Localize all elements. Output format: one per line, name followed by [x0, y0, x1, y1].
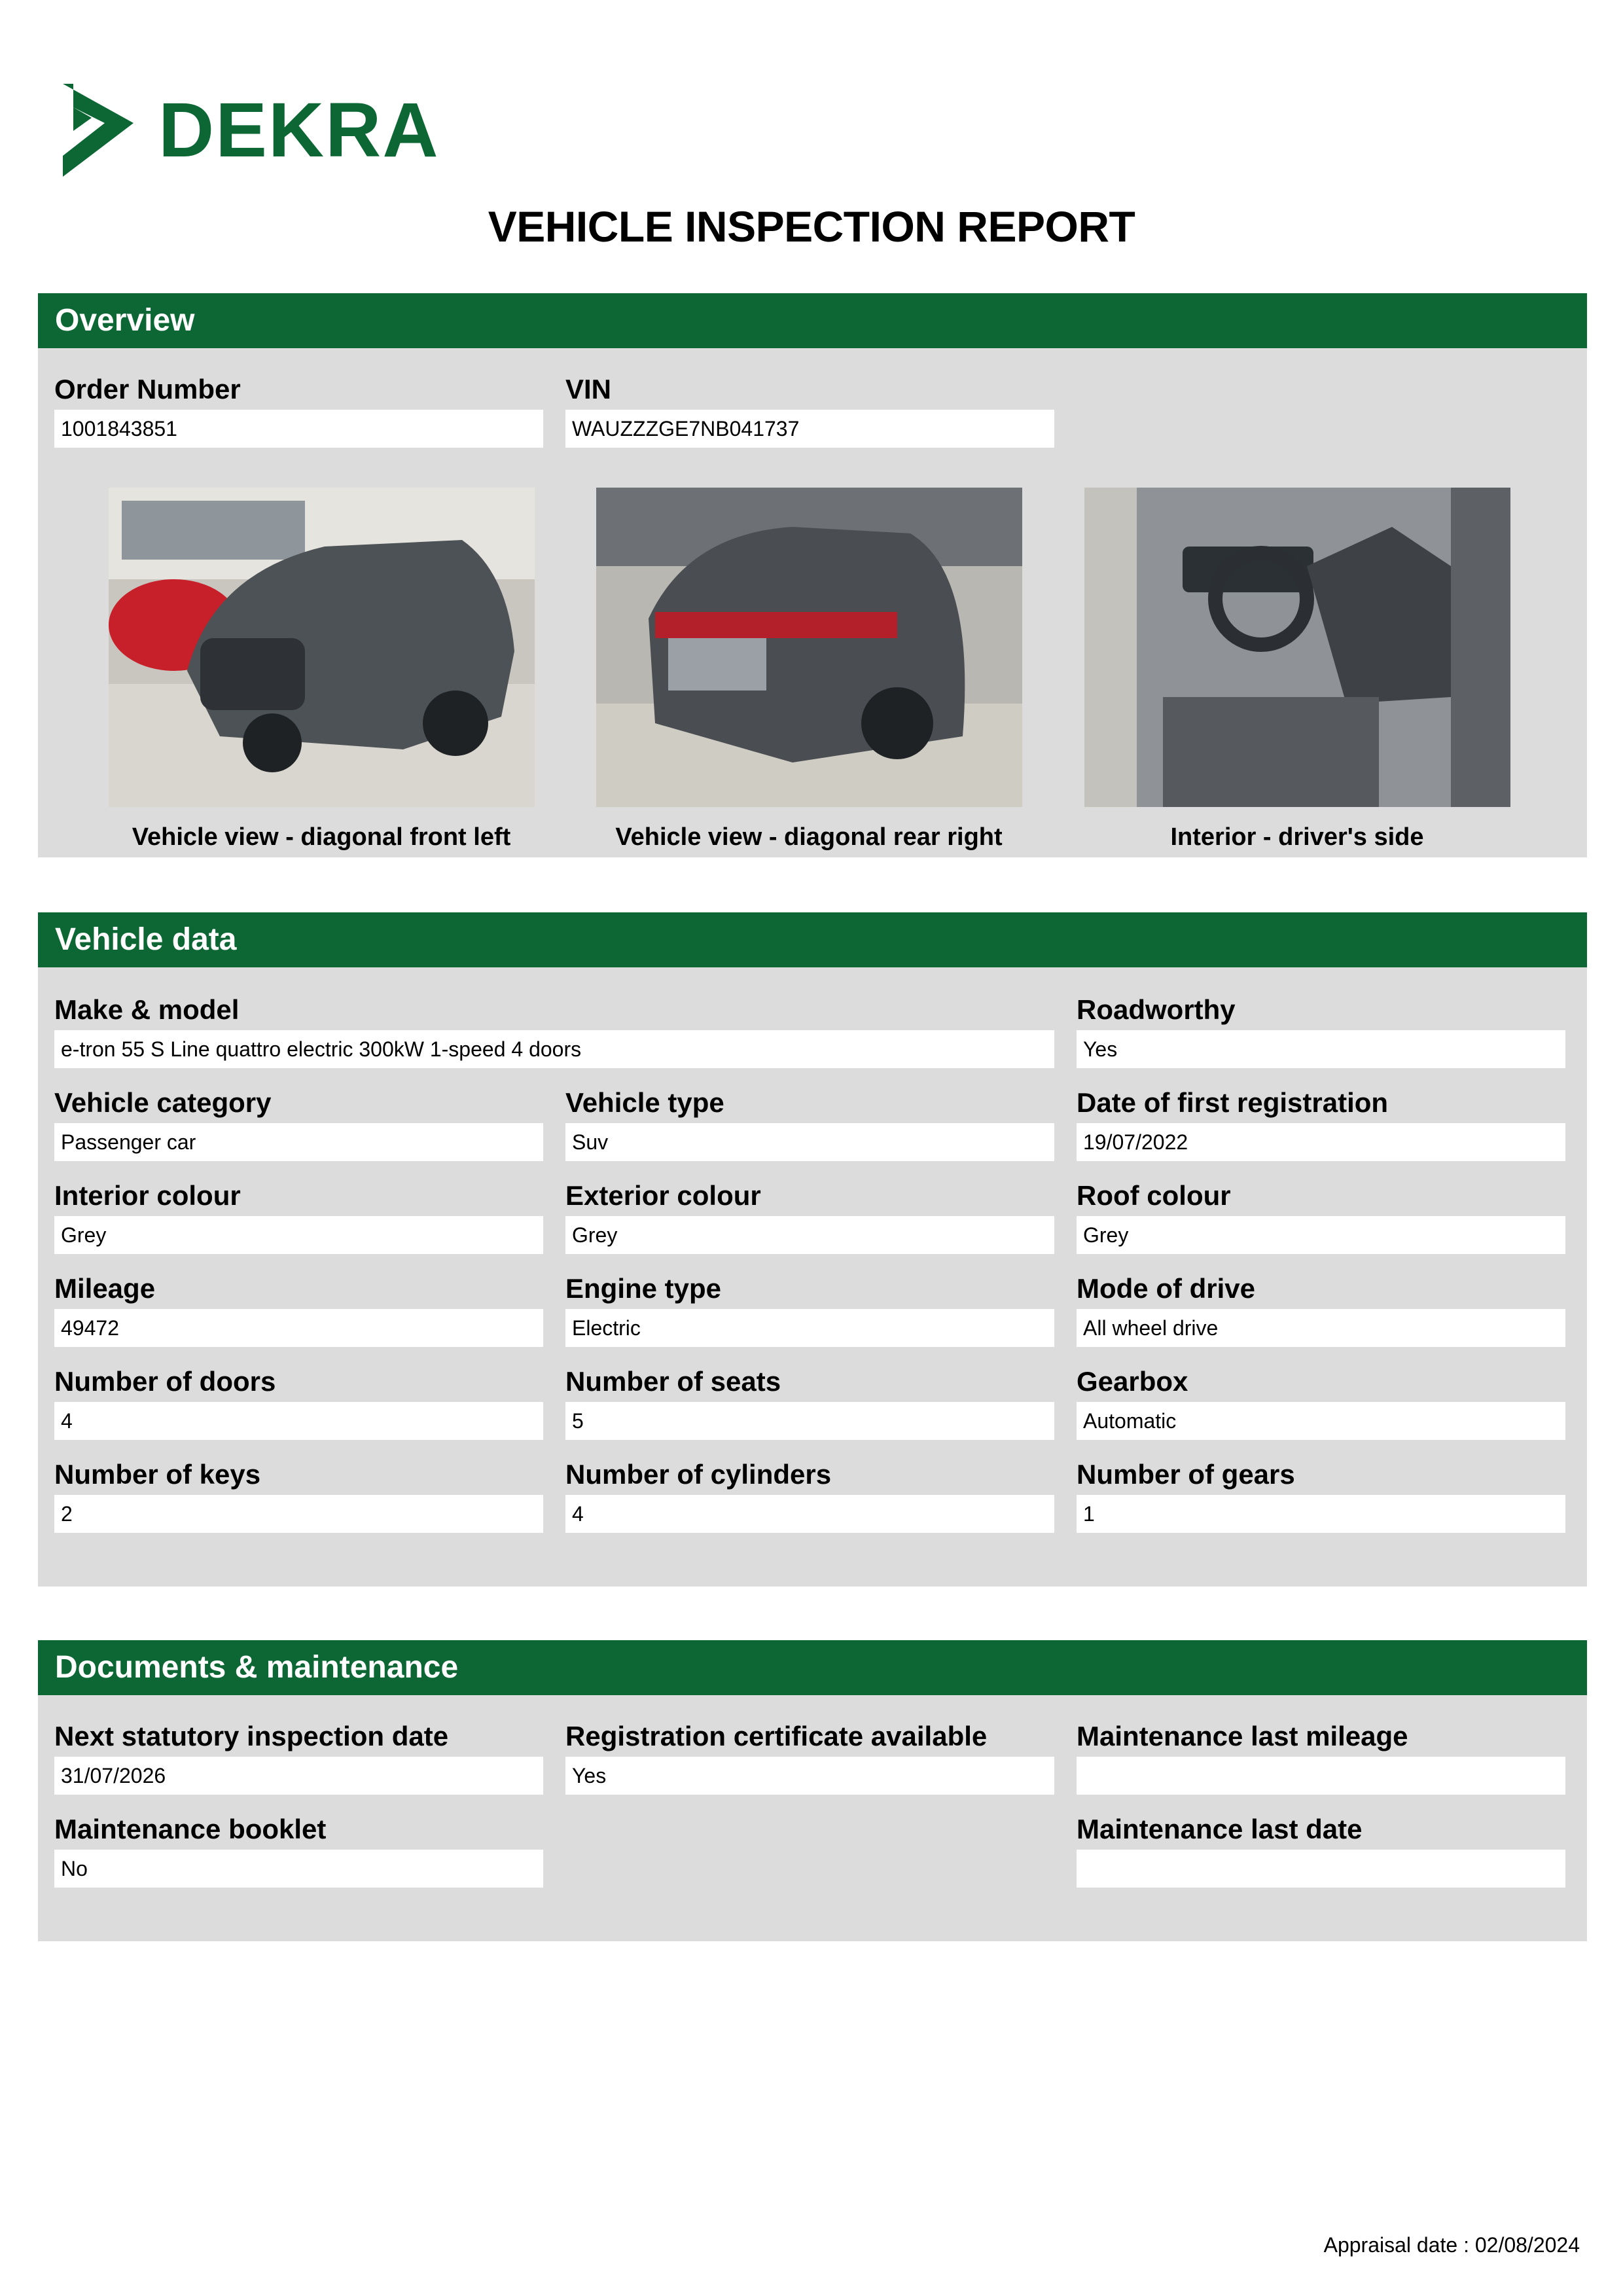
vehicle-type-label: Vehicle type	[565, 1087, 724, 1118]
overview-header: Overview	[38, 293, 1587, 348]
keys-field	[54, 1458, 543, 1533]
gearbox-value: Automatic	[1077, 1402, 1565, 1440]
mode-of-drive-label: Mode of drive	[1077, 1273, 1256, 1304]
engine-type-label: Engine type	[565, 1273, 722, 1304]
roof-colour-label: Roof colour	[1077, 1180, 1231, 1211]
roadworthy-value: Yes	[1077, 1030, 1565, 1068]
dekra-logo-icon	[60, 84, 134, 177]
keys-value: 2	[54, 1495, 543, 1533]
exterior-colour-label: Exterior colour	[565, 1180, 761, 1211]
appraisal-date: Appraisal date : 02/08/2024	[1323, 2233, 1580, 2257]
maintenance-last-date-label: Maintenance last date	[1077, 1814, 1363, 1844]
maintenance-last-mileage-value	[1077, 1757, 1565, 1795]
seats-value: 5	[565, 1402, 1054, 1440]
mileage-field	[54, 1272, 543, 1347]
interior-colour-label: Interior colour	[54, 1180, 241, 1211]
maintenance-last-date-value	[1077, 1850, 1565, 1888]
mode-of-drive-field	[1077, 1272, 1565, 1347]
exterior-colour-value: Grey	[565, 1216, 1054, 1254]
cylinders-value: 4	[565, 1495, 1054, 1533]
order-number-field	[54, 373, 543, 448]
cylinders-field	[565, 1458, 1054, 1533]
vehicle-data-section	[38, 912, 1587, 1587]
make-model-label: Make & model	[54, 994, 240, 1025]
cylinders-label: Number of cylinders	[565, 1459, 832, 1490]
maintenance-last-date-field	[1077, 1813, 1565, 1888]
seats-label: Number of seats	[565, 1366, 781, 1397]
gears-value: 1	[1077, 1495, 1565, 1533]
maintenance-booklet-field	[54, 1813, 543, 1888]
mode-of-drive-value: All wheel drive	[1077, 1309, 1565, 1347]
photo-caption-interior: Interior - driver's side	[1170, 823, 1424, 851]
photo-caption-front-left: Vehicle view - diagonal front left	[132, 823, 511, 851]
seats-field	[565, 1365, 1054, 1440]
gearbox-field	[1077, 1365, 1565, 1440]
roadworthy-field	[1077, 994, 1565, 1068]
vehicle-category-value: Passenger car	[54, 1123, 543, 1161]
vehicle-category-label: Vehicle category	[54, 1087, 272, 1118]
vehicle-photo-interior[interactable]	[1084, 488, 1510, 807]
first-registration-value: 19/07/2022	[1077, 1123, 1565, 1161]
roadworthy-label: Roadworthy	[1077, 994, 1236, 1025]
vehicle-type-field	[565, 1086, 1054, 1161]
mileage-value: 49472	[54, 1309, 543, 1347]
photo-caption-rear-right: Vehicle view - diagonal rear right	[615, 823, 1003, 851]
vehicle-type-value: Suv	[565, 1123, 1054, 1161]
interior-colour-value: Grey	[54, 1216, 543, 1254]
registration-certificate-label: Registration certificate available	[565, 1721, 988, 1751]
maintenance-last-mileage-field	[1077, 1720, 1565, 1795]
maintenance-booklet-label: Maintenance booklet	[54, 1814, 327, 1844]
dekra-logo	[60, 84, 440, 177]
brand-name: DEKRA	[158, 87, 440, 173]
report-title: VEHICLE INSPECTION REPORT	[488, 202, 1135, 251]
maintenance-last-mileage-label: Maintenance last mileage	[1077, 1721, 1408, 1751]
roof-colour-field	[1077, 1179, 1565, 1254]
vehicle-photo-rear-right[interactable]	[596, 488, 1022, 807]
make-model-field	[54, 994, 1054, 1068]
registration-certificate-value: Yes	[565, 1757, 1054, 1795]
mileage-label: Mileage	[54, 1273, 156, 1304]
interior-colour-field	[54, 1179, 543, 1254]
vehicle-category-field	[54, 1086, 543, 1161]
gears-label: Number of gears	[1077, 1459, 1295, 1490]
engine-type-field	[565, 1272, 1054, 1347]
maintenance-booklet-value: No	[54, 1850, 543, 1888]
doors-field	[54, 1365, 543, 1440]
exterior-colour-field	[565, 1179, 1054, 1254]
doors-label: Number of doors	[54, 1366, 276, 1397]
documents-section	[38, 1640, 1587, 1941]
first-registration-field	[1077, 1086, 1565, 1161]
keys-label: Number of keys	[54, 1459, 261, 1490]
next-inspection-label: Next statutory inspection date	[54, 1721, 449, 1751]
gears-field	[1077, 1458, 1565, 1533]
registration-certificate-field	[565, 1720, 1054, 1795]
order-number-value: 1001843851	[54, 410, 543, 448]
order-number-label: Order Number	[54, 374, 241, 404]
next-inspection-value: 31/07/2026	[54, 1757, 543, 1795]
first-registration-label: Date of first registration	[1077, 1087, 1389, 1118]
vin-field	[565, 373, 1054, 448]
overview-section	[38, 293, 1587, 857]
documents-header: Documents & maintenance	[38, 1640, 1587, 1695]
vin-label: VIN	[565, 374, 612, 404]
vin-value: WAUZZZGE7NB041737	[565, 410, 1054, 448]
engine-type-value: Electric	[565, 1309, 1054, 1347]
next-inspection-field	[54, 1720, 543, 1795]
roof-colour-value: Grey	[1077, 1216, 1565, 1254]
vehicle-data-header: Vehicle data	[38, 912, 1587, 967]
doors-value: 4	[54, 1402, 543, 1440]
vehicle-photo-front-left[interactable]	[109, 488, 535, 807]
gearbox-label: Gearbox	[1077, 1366, 1188, 1397]
make-model-value: e-tron 55 S Line quattro electric 300kW 1-speed 4 doors	[54, 1030, 1054, 1068]
